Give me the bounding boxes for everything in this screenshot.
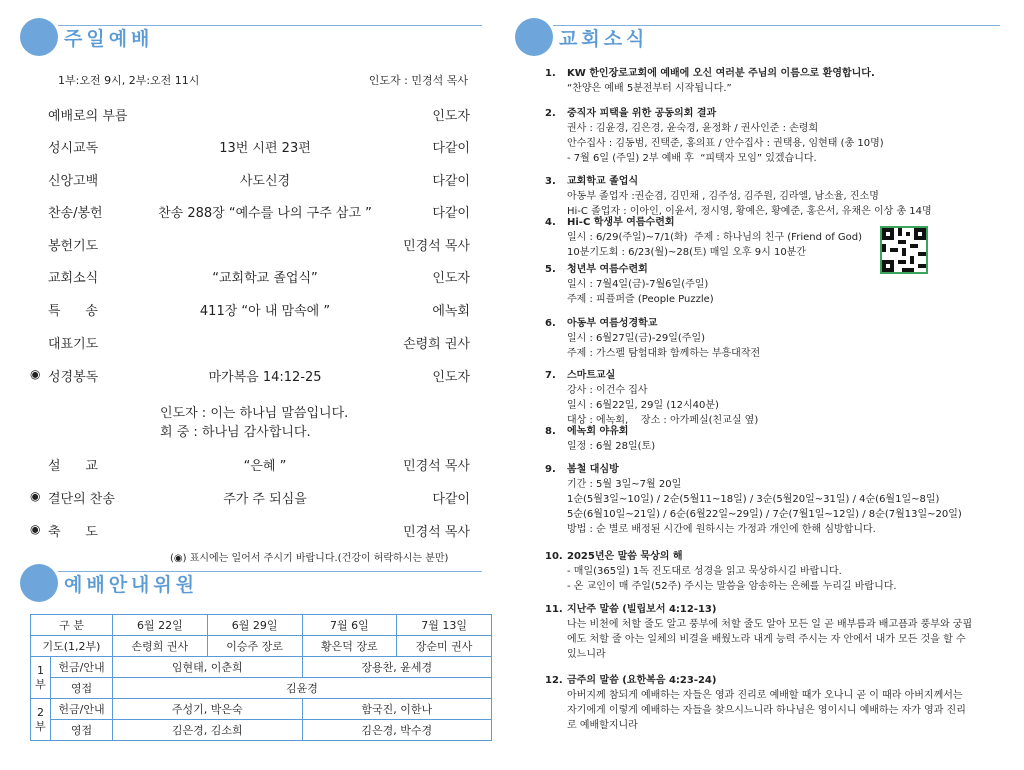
order-item-name: 봉헌기도: [48, 239, 99, 254]
order-item-name: 신앙고백: [48, 174, 99, 189]
news-line: 강사 : 이건수 집사: [567, 385, 648, 396]
order-item-content: 마가복음 14:12-25: [208, 370, 322, 385]
table-cell: 헌금/안내: [51, 657, 113, 678]
news-item: [545, 316, 1005, 361]
header-circle-icon: [20, 564, 58, 602]
news-number: 10.: [545, 551, 563, 562]
news-item: [545, 262, 1005, 307]
table-row: [31, 657, 492, 678]
order-item-leader: 인도자: [432, 370, 470, 385]
order-row: [30, 521, 470, 541]
table-cell: 기도(1,2부): [31, 636, 113, 657]
header-circle-icon: [20, 18, 58, 56]
order-item-leader: 민경석 목사: [403, 239, 470, 254]
news-item: [545, 462, 1005, 537]
news-line: 나는 비천에 처할 줄도 알고 풍부에 처할 줄도 알아 모든 일 곧 배부름과 배고픔과 풍부와 궁핍: [567, 619, 973, 630]
order-item-leader: 다같이: [432, 174, 470, 189]
order-item-name: 특 송: [48, 304, 98, 319]
news-title: 중직자 피택을 위한 공동의회 결과: [567, 108, 717, 119]
table-cell: [31, 699, 51, 741]
table-row: [31, 678, 492, 699]
table-cell: 김은경, 박수경: [302, 720, 492, 741]
news-line: 대상 : 에녹회, 장소 : 아가페실(친교실 옆): [567, 415, 759, 426]
table-cell: 영접: [51, 678, 113, 699]
table-cell: 손령희 권사: [113, 636, 208, 657]
order-row: [30, 455, 470, 475]
order-item-name: 찬송/봉헌: [48, 206, 103, 221]
table-row: [31, 720, 492, 741]
table-header-cell: 7월 6일: [302, 615, 397, 636]
order-item-name: 성시교독: [48, 141, 99, 156]
news-line: 권사 : 김윤경, 김은경, 윤숙경, 윤정화 / 권사인준 : 손령희: [567, 123, 819, 134]
order-row: [30, 235, 470, 255]
news-line: 5순(6월10일~21일) / 6순(6월22일~29일) / 7순(7월1일~12일) / 8순(7월13일~20일): [567, 509, 962, 520]
news-line: 안수집사 : 김동범, 진택준, 홍의표 / 안수집사 : 권택용, 임현태 (총 10명): [567, 138, 884, 149]
news-body: [567, 174, 1005, 219]
news-body: [567, 424, 1005, 454]
news-item: [545, 215, 1005, 260]
order-item-leader: 다같이: [432, 492, 470, 507]
order-item-name: 대표기도: [48, 337, 99, 352]
news-line: 아동부 졸업자 :권순겸, 김민채 , 김주성, 김주원, 김라엘, 남소율, 진소명: [567, 191, 879, 202]
news-line: 일시 : 6월27일(금)-29일(주일): [567, 333, 706, 344]
news-line: 방법 : 순 별로 배정된 시간에 원하시는 가정과 개인에 한해 심방합니다.: [567, 524, 876, 535]
order-row: [30, 366, 470, 386]
news-item: [545, 673, 1005, 733]
worship-title: 주일예배: [64, 28, 154, 50]
order-item-leader: 인도자: [432, 271, 470, 286]
news-body: [567, 316, 1005, 361]
order-row: [30, 267, 470, 287]
order-row: [30, 488, 470, 508]
news-body: [567, 462, 1005, 537]
news-number: 12.: [545, 675, 563, 686]
header-line: [553, 25, 1000, 26]
table-header-cell: 구 분: [31, 615, 113, 636]
news-title: KW 한인장로교회에 예배에 오신 여러분 주님의 이름으로 환영합니다.: [567, 68, 875, 79]
news-body: [567, 602, 1005, 662]
usher-title: 예배안내위원: [64, 574, 199, 596]
news-line: 로 예배할지니라: [567, 720, 638, 731]
news-line: 일정 : 6월 28일(토): [567, 441, 656, 452]
news-number: 4.: [545, 217, 556, 228]
news-number: 8.: [545, 426, 556, 437]
news-line: 일시 : 6/29(주일)~7/1(화) 주제 : 하나님의 친구 (Friend of God): [567, 232, 863, 243]
usher-table: [30, 614, 492, 741]
table-header-cell: 6월 29일: [207, 615, 302, 636]
news-line: Hi-C 졸업자 : 이아인, 이윤서, 정시영, 황예은, 황예준, 홍은서, 유채은 이상 총 14명: [567, 206, 932, 217]
service-times: 1부:오전 9시, 2부:오전 11시: [58, 74, 200, 87]
news-number: 9.: [545, 464, 556, 475]
order-item-content: 찬송 288장 “예수를 나의 구주 삼고 ”: [158, 206, 372, 221]
order-item-content: 주가 주 되심을: [223, 492, 307, 507]
service-leader: 인도자 : 민경석 목사: [368, 74, 468, 87]
news-number: 5.: [545, 264, 556, 275]
order-item-leader: 에녹회: [432, 304, 470, 319]
news-item: [545, 174, 1005, 219]
news-body: [567, 673, 1005, 733]
table-cell: 장순미 권사: [397, 636, 492, 657]
news-line: - 7월 6일 (주일) 2부 예배 후 “피택자 모임” 있겠습니다.: [567, 153, 817, 164]
news-item: [545, 368, 1005, 428]
news-line: 아버지께 참되게 예배하는 자들은 영과 진리로 예배할 때가 오나니 곧 이 때라 아버지께서는: [567, 690, 963, 701]
news-line: 일시 : 7월4일(금)-7월6일(주일): [567, 279, 709, 290]
table-cell: 임현태, 이춘희: [113, 657, 303, 678]
order-item-leader: 다같이: [432, 141, 470, 156]
header-line: [58, 571, 482, 572]
part1-label: 1 부: [35, 663, 46, 691]
table-cell: 이승주 장로: [207, 636, 302, 657]
qr-code-graphic: [882, 228, 926, 272]
news-title: 에녹회 야유회: [567, 426, 629, 437]
order-row: [30, 300, 470, 320]
news-title: 지난주 말씀 (빌립보서 4:12-13): [567, 604, 717, 615]
header-circle-icon: [515, 18, 553, 56]
news-line: “찬양은 예배 5분전부터 시작됩니다.”: [567, 83, 732, 94]
order-item-leader: 인도자: [432, 109, 470, 124]
news-line: - 온 교인이 매 주일(52주) 주시는 말씀을 암송하는 은혜를 누리길 바랍니다.: [567, 581, 897, 592]
news-number: 7.: [545, 370, 556, 381]
news-item: [545, 602, 1005, 662]
order-item-content: “교회학교 졸업식”: [212, 271, 318, 286]
table-row: [31, 636, 492, 657]
header-line: [58, 25, 482, 26]
news-item: [545, 66, 1005, 96]
table-cell: 김은경, 김소희: [113, 720, 303, 741]
table-row: [31, 615, 492, 636]
news-number: 2.: [545, 108, 556, 119]
table-cell: 주성기, 박은숙: [113, 699, 303, 720]
news-line: 10분기도회 : 6/23(월)~28(토) 매일 오후 9시 10분간: [567, 247, 806, 258]
stand-bullet-icon: ◉: [30, 489, 41, 503]
worship-header: [20, 18, 482, 58]
qr-code-icon: [880, 226, 928, 274]
table-cell: 영접: [51, 720, 113, 741]
table-row: [31, 699, 492, 720]
response-congregation: 회 중 : 하나님 감사합니다.: [160, 425, 311, 440]
order-row: [30, 333, 470, 353]
news-body: [567, 215, 1005, 260]
table-header-cell: 6월 22일: [113, 615, 208, 636]
news-title: 봄철 대심방: [567, 464, 619, 475]
news-body: [567, 262, 1005, 307]
table-cell: [31, 657, 51, 699]
news-line: 주제 : 피플퍼즐 (People Puzzle): [567, 294, 714, 305]
news-title: Hi-C 학생부 여름수련회: [567, 217, 675, 228]
news-number: 1.: [545, 68, 556, 79]
service-meta: [58, 72, 468, 88]
news-body: [567, 106, 1005, 166]
response-leader: 인도자 : 이는 하나님 말씀입니다.: [160, 406, 349, 421]
news-title: 청년부 여름수련회: [567, 264, 648, 275]
news-body: [567, 549, 1005, 594]
order-item-leader: 손령희 권사: [403, 337, 470, 352]
table-cell: 함국진, 이한나: [302, 699, 492, 720]
order-item-content: 사도신경: [239, 174, 291, 189]
order-item-name: 예배로의 부름: [48, 109, 128, 124]
order-item-name: 성경봉독: [48, 370, 99, 385]
table-header-cell: 7월 13일: [397, 615, 492, 636]
stand-bullet-icon: ◉: [30, 367, 41, 381]
order-item-leader: 다같이: [432, 206, 470, 221]
news-line: 있느니라: [567, 649, 606, 660]
news-item: [545, 424, 1005, 454]
order-item-name: 교회소식: [48, 271, 99, 286]
news-body: [567, 66, 1005, 96]
order-item-name: 축 도: [48, 525, 98, 540]
table-cell: 장용찬, 윤세경: [302, 657, 492, 678]
stand-bullet-icon: ◉: [30, 522, 41, 536]
news-item: [545, 549, 1005, 594]
news-number: 11.: [545, 604, 563, 615]
news-line: 기간 : 5월 3일~7월 20일: [567, 479, 682, 490]
order-item-content: 411장 “아 내 맘속에 ”: [199, 304, 331, 319]
news-number: 6.: [545, 318, 556, 329]
news-title: 금주의 말씀 (요한복음 4:23-24): [567, 675, 717, 686]
table-cell: 헌금/안내: [51, 699, 113, 720]
order-row: [30, 202, 470, 222]
part2-label: 2 부: [35, 705, 46, 733]
order-row: [30, 170, 470, 190]
order-item-name: 결단의 찬송: [48, 492, 115, 507]
news-title: 교회학교 졸업식: [567, 176, 639, 187]
order-row: [30, 105, 470, 125]
order-item-content: “은혜 ”: [243, 459, 287, 474]
news-line: 에도 처할 줄 아는 일체의 비결을 배웠노라 내게 능력 주시는 자 안에서 내가 모든 것을 할 수: [567, 634, 966, 645]
news-line: 일시 : 6월22일, 29일 (12시40분): [567, 400, 719, 411]
news-line: 주제 : 가스펠 탐험대화 함께하는 부흥대작전: [567, 348, 761, 359]
news-title: 2025년은 말씀 묵상의 해: [567, 551, 683, 562]
order-item-content: 13번 시편 23편: [219, 141, 311, 156]
news-line: - 매일(365일) 1독 진도대로 성경을 읽고 묵상하시길 바랍니다.: [567, 566, 842, 577]
news-item: [545, 106, 1005, 166]
usher-header: [20, 564, 482, 604]
news-number: 3.: [545, 176, 556, 187]
order-row: [30, 137, 470, 157]
standing-note: (◉) 표시에는 일어서 주시기 바랍니다.(건강이 허락하시는 분만): [170, 553, 449, 564]
news-title: 아동부 여름성경학교: [567, 318, 658, 329]
order-item-name: 설 교: [48, 459, 98, 474]
news-line: 1순(5월3일~10일) / 2순(5월11~18일) / 3순(5월20일~31일) / 4순(6월1일~8일): [567, 494, 940, 505]
order-item-leader: 민경석 목사: [403, 525, 470, 540]
news-title: 교회소식: [559, 28, 649, 50]
table-cell: 김윤경: [113, 678, 492, 699]
table-cell: 황은덕 장로: [302, 636, 397, 657]
news-body: [567, 368, 1005, 428]
news-title: 스마트교실: [567, 370, 616, 381]
news-header: [515, 18, 1000, 58]
news-line: 자기에게 이렇게 예배하는 자들을 찾으시느니라 하나님은 영이시니 예배하는 자가 영과 진리: [567, 705, 966, 716]
order-item-leader: 민경석 목사: [403, 459, 470, 474]
